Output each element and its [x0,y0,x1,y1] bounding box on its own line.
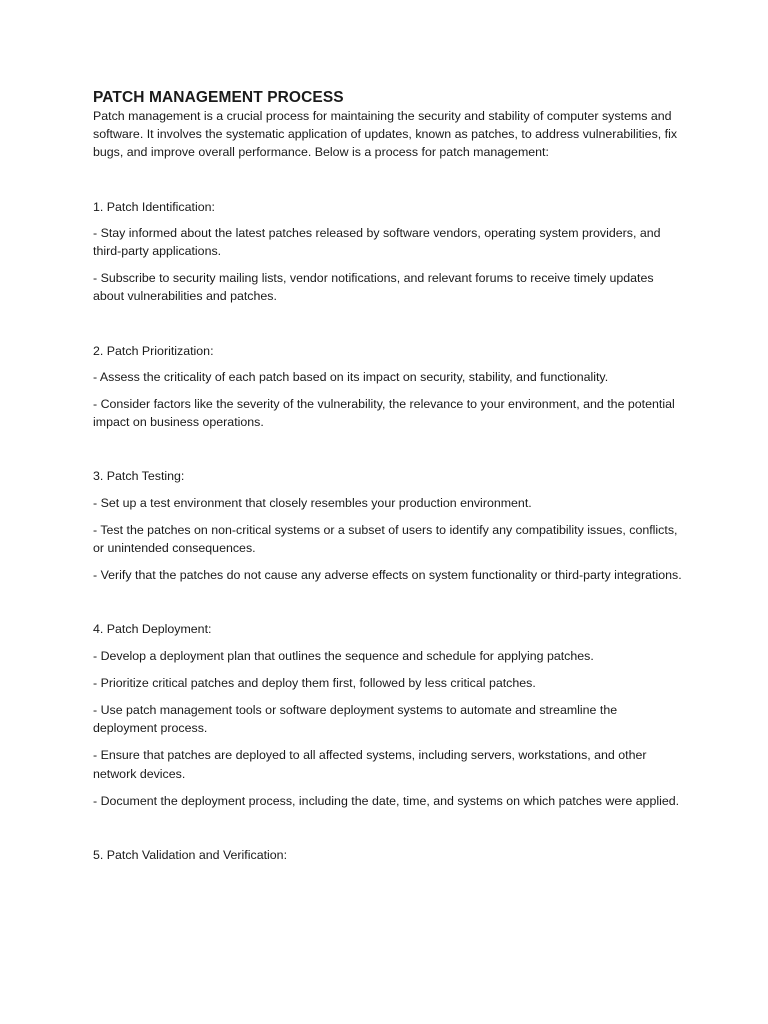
page-title: PATCH MANAGEMENT PROCESS [93,89,344,106]
bullet-item: - Consider factors like the severity of the vulnerability, the relevance to your environment, and the potential impact on business operations. [93,397,675,430]
bullet-item: - Document the deployment process, including the date, time, and systems on which patches were applied. [93,793,680,808]
bullet-item: - Use patch management tools or software deployment systems to automate and streamline the deployment process. [93,703,618,736]
intro-paragraph: Patch management is a crucial process for maintaining the security and stability of computer systems and software. It involves the systematic application of updates, known as patches, to address vulnerabilities, fix bugs, and improve overall performance. Below is a process for patch management: [93,109,678,160]
section-heading: 1. Patch Identification: [93,199,215,214]
section-heading: 2. Patch Prioritization: [93,343,214,358]
bullet-item: - Subscribe to security mailing lists, vendor notifications, and relevant forums to receive timely updates about vulnerabilities and patches. [93,271,654,304]
section-heading: 4. Patch Deployment: [93,622,212,637]
bullet-item: - Test the patches on non-critical systems or a subset of users to identify any compatibility issues, conflicts, or unintended consequences. [93,522,678,556]
bullet-item: - Ensure that patches are deployed to all affected systems, including servers, workstations, and other network devices. [93,748,647,781]
bullet-item: - Verify that the patches do not cause any adverse effects on system functionality or third-party integrations. [93,568,682,583]
section-patch-deployment [93,620,683,810]
document-page [93,88,683,872]
bullet-item: - Set up a test environment that closely resembles your production environment. [93,495,532,510]
section-heading: 5. Patch Validation and Verification: [93,848,288,863]
bullet-item: - Stay informed about the latest patches released by software vendors, operating system providers, and third-party applications. [93,225,661,259]
bullet-item: - Develop a deployment plan that outlines the sequence and schedule for applying patches. [93,648,594,663]
section-patch-prioritization [93,342,683,432]
section-patch-identification [93,198,683,306]
section-patch-validation [93,846,683,864]
bullet-item: - Assess the criticality of each patch based on its impact on security, stability, and functionality. [93,369,609,384]
bullet-item: - Prioritize critical patches and deploy them first, followed by less critical patches. [93,675,536,690]
section-heading: 3. Patch Testing: [93,469,185,484]
section-patch-testing [93,467,683,584]
